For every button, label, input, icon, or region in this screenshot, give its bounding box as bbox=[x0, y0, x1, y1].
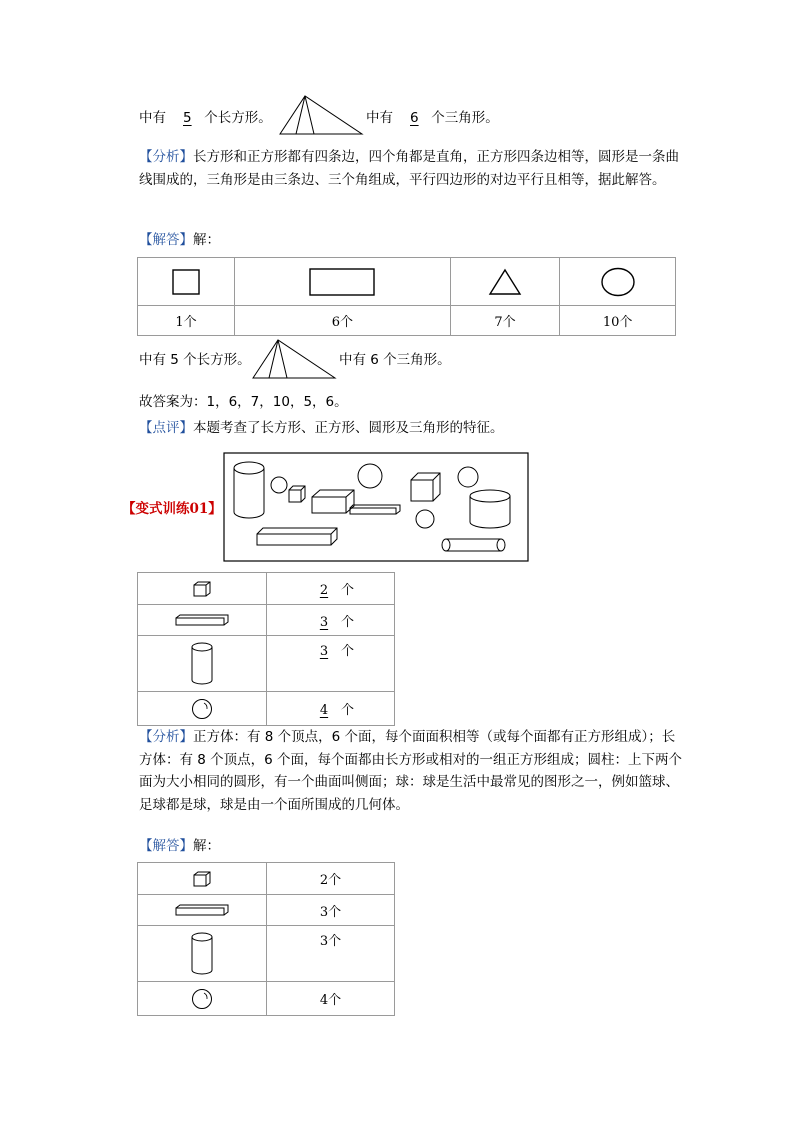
tri-prefix: 中有 bbox=[366, 110, 393, 126]
answer-cell bbox=[267, 692, 395, 726]
shape-count-table bbox=[137, 257, 676, 336]
answer-heading-2 bbox=[139, 836, 220, 856]
solid-cell-cylinder bbox=[138, 926, 267, 982]
sphere-icon bbox=[416, 510, 434, 528]
solid-cell-cube bbox=[138, 573, 267, 605]
answer-cell bbox=[267, 636, 395, 692]
cube-icon bbox=[193, 581, 211, 597]
blank bbox=[307, 615, 341, 630]
rect-suffix: 个长方形。 bbox=[204, 110, 272, 126]
count-cell: 3个 bbox=[267, 926, 395, 982]
blank bbox=[307, 703, 341, 718]
unit: 个 bbox=[340, 703, 354, 718]
shape-cell-circle bbox=[560, 258, 676, 306]
solid-cell-cube bbox=[138, 863, 267, 895]
analysis-tag: 【分析】 bbox=[139, 149, 193, 165]
shape-cell-rectangle bbox=[234, 258, 450, 306]
rect-answer: 5 bbox=[183, 110, 192, 126]
unit: 个 bbox=[340, 644, 354, 659]
count-cell: 6个 bbox=[234, 306, 450, 336]
cuboid-icon bbox=[312, 490, 354, 513]
blank bbox=[307, 583, 341, 598]
rect-answer-blank bbox=[170, 108, 204, 128]
sphere-icon bbox=[271, 477, 287, 493]
sphere-icon bbox=[191, 698, 213, 720]
cuboid-icon bbox=[257, 528, 337, 545]
unit: 个 bbox=[340, 614, 354, 630]
rect-count-line-2: 中有 5 个长方形。 bbox=[139, 352, 251, 368]
analysis-paragraph-2 bbox=[139, 726, 684, 816]
blank-value: 3 bbox=[319, 644, 329, 659]
unit: 个 bbox=[340, 583, 354, 598]
triangle-icon bbox=[488, 268, 522, 296]
answer-cell bbox=[267, 573, 395, 605]
count-cell: 10个 bbox=[560, 306, 676, 336]
answer-text: 解： bbox=[193, 838, 220, 854]
sphere-icon bbox=[191, 988, 213, 1010]
cube-icon bbox=[411, 473, 440, 501]
answer-tag: 【解答】 bbox=[139, 232, 193, 248]
solid-cell-cuboid bbox=[138, 895, 267, 926]
line-prefix: 中有 bbox=[139, 110, 166, 126]
blank-value: 2 bbox=[319, 583, 329, 598]
final-answer: 故答案为：1，6，7，10，5，6。 bbox=[139, 394, 348, 410]
blank-value: 4 bbox=[319, 703, 329, 718]
shape-cell-square bbox=[138, 258, 235, 306]
variant-tag: 【变式训练01】 bbox=[122, 501, 222, 517]
square-icon bbox=[171, 269, 201, 295]
cube-icon bbox=[289, 486, 305, 502]
cube-icon bbox=[193, 871, 211, 887]
triangle-figure bbox=[278, 94, 364, 136]
cylinder-icon bbox=[190, 642, 214, 686]
comment-tag: 【点评】 bbox=[139, 420, 193, 436]
cuboid-icon bbox=[175, 614, 229, 626]
solid-cell-sphere bbox=[138, 692, 267, 726]
rectangle-icon bbox=[308, 267, 376, 297]
triangle-figure-2 bbox=[251, 338, 337, 380]
blank-value: 3 bbox=[319, 614, 329, 630]
analysis-text: 正方体：有 8 个顶点，6 个面，每个面面积相等（或每个面都有正方形组成）；长方体：有 8 个顶点，6 个面，每个面都由长方形或相对的一组正方形组成；圆柱：上下两个面为大小相同的圆形，有一个曲面叫侧面；球：球是生活中最常见的图形之一，例如篮球、足球都是球，球是由一个面所围成的几何体。 bbox=[139, 729, 683, 813]
cylinder-icon bbox=[190, 932, 214, 976]
tri-answer-blank bbox=[397, 108, 431, 128]
analysis-text: 长方形和正方形都有四条边，四个角都是直角，正方形四条边相等，圆形是一条曲线围成的，三角形是由三条边、三个角组成，平行四边形的对边平行且相等，据此解答。 bbox=[139, 149, 679, 188]
rect-count-line bbox=[139, 108, 272, 128]
count-cell: 1个 bbox=[138, 306, 235, 336]
count-cell: 7个 bbox=[450, 306, 559, 336]
solid-cell-cuboid bbox=[138, 605, 267, 636]
comment-text: 本题考查了长方形、正方形、圆形及三角形的特征。 bbox=[193, 420, 504, 436]
tri-suffix: 个三角形。 bbox=[431, 110, 499, 126]
solid-cell-sphere bbox=[138, 982, 267, 1016]
solid-count-table bbox=[137, 572, 395, 726]
answer-cell bbox=[267, 605, 395, 636]
tri-count-line bbox=[366, 108, 499, 128]
tri-count-line-2: 中有 6 个三角形。 bbox=[339, 352, 451, 368]
shape-cell-triangle bbox=[450, 258, 559, 306]
answer-heading-1 bbox=[139, 230, 220, 250]
cylinder-icon bbox=[470, 490, 510, 528]
count-cell: 2个 bbox=[267, 863, 395, 895]
solids-figure bbox=[223, 452, 529, 562]
cuboid-icon bbox=[175, 904, 229, 916]
count-cell: 3个 bbox=[267, 895, 395, 926]
comment-line bbox=[139, 418, 504, 438]
count-cell: 4个 bbox=[267, 982, 395, 1016]
cylinder-icon bbox=[442, 539, 505, 551]
analysis-paragraph-1 bbox=[139, 146, 679, 191]
flat-cuboid-icon bbox=[350, 505, 400, 514]
cylinder-icon bbox=[234, 462, 264, 518]
sphere-icon bbox=[358, 464, 382, 488]
tri-answer: 6 bbox=[410, 110, 419, 126]
analysis-tag: 【分析】 bbox=[139, 729, 193, 745]
answer-tag: 【解答】 bbox=[139, 838, 193, 854]
solid-answer-table bbox=[137, 862, 395, 1016]
solid-cell-cylinder bbox=[138, 636, 267, 692]
answer-text: 解： bbox=[193, 232, 220, 248]
sphere-icon bbox=[458, 467, 478, 487]
blank bbox=[307, 644, 341, 659]
circle-icon bbox=[600, 267, 636, 297]
